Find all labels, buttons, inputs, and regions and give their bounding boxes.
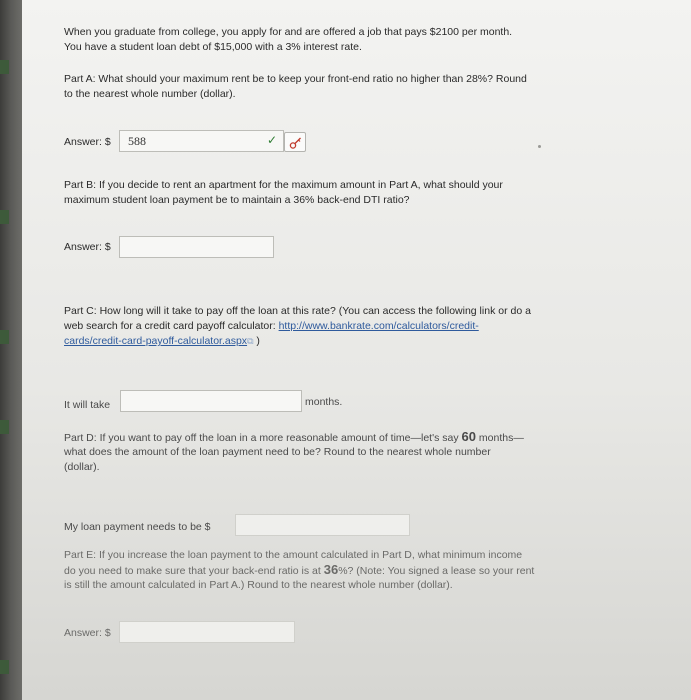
part-d-line-1-prefix: Part D: If you want to pay off the loan in a more reasonable amount of time—let's say: [64, 432, 462, 444]
external-link-icon: ⧉: [247, 336, 254, 346]
part-d-line-1-suffix: months—: [476, 432, 524, 444]
part-d-line-1: [64, 430, 524, 445]
part-e-line-2-suffix: %? (Note: You signed a lease so your rent: [338, 565, 535, 577]
part-d-line-2: what does the amount of the loan payment need to be? Round to the nearest whole number: [64, 446, 491, 458]
part-c-line-3-suffix: ): [253, 335, 260, 347]
part-c-prompt-after: months.: [305, 396, 343, 408]
key-icon: [289, 136, 303, 150]
edge-mark: [0, 330, 9, 344]
edge-mark: [0, 210, 9, 224]
part-c-line-2: [64, 319, 479, 333]
check-icon: ✓: [266, 133, 277, 147]
part-c-months-input[interactable]: [120, 390, 302, 412]
edge-mark: [0, 60, 9, 74]
part-a-line-1: Part A: What should your maximum rent be to keep your front-end ratio no higher than 28%? Round: [64, 73, 527, 85]
part-b-line-1: Part B: If you decide to rent an apartment for the maximum amount in Part A, what should your: [64, 179, 503, 191]
edge-mark: [0, 420, 9, 434]
part-e-ratio-value: 36: [323, 562, 339, 577]
part-e-answer-label: Answer: $: [64, 627, 111, 639]
part-e-line-3: is still the amount calculated in Part A.) Round to the nearest whole number (dollar).: [64, 579, 453, 591]
part-a-answer-value: 588: [128, 134, 146, 148]
part-e-line-1: Part E: If you increase the loan payment to the amount calculated in Part D, what minimum income: [64, 549, 523, 561]
calculator-link-continued[interactable]: cards/credit-card-payoff-calculator.aspx: [64, 335, 248, 347]
stray-dot: [538, 145, 541, 148]
photo-left-edge: [0, 0, 22, 700]
part-b-answer-label: Answer: $: [64, 241, 111, 253]
part-a-line-2: to the nearest whole number (dollar).: [64, 88, 236, 100]
part-c-line-3: [64, 334, 260, 348]
intro-line-1: When you graduate from college, you apply for and are offered a job that pays $2100 per month.: [64, 26, 513, 38]
question-page: [22, 0, 691, 700]
part-c-line-2-prefix: web search for a credit card payoff calculator:: [64, 320, 279, 332]
intro-line-2: You have a student loan debt of $15,000 with a 3% interest rate.: [64, 41, 362, 53]
part-b-answer-input[interactable]: [119, 236, 274, 258]
part-a-answer-input[interactable]: [119, 130, 284, 152]
part-e-line-2: [64, 563, 534, 578]
part-b-line-2: maximum student loan payment be to maintain a 36% back-end DTI ratio?: [64, 194, 410, 206]
part-a-answer-label: Answer: $: [64, 136, 111, 148]
part-c-prompt-before: It will take: [64, 399, 111, 411]
key-button[interactable]: [284, 132, 306, 152]
part-e-answer-input[interactable]: [119, 621, 295, 643]
edge-mark: [0, 660, 9, 674]
part-d-prompt: My loan payment needs to be $: [64, 521, 211, 533]
part-d-line-3: (dollar).: [64, 461, 100, 473]
part-c-line-1: Part C: How long will it take to pay off the loan at this rate? (You can access the following link or do a: [64, 305, 531, 317]
part-d-months-value: 60: [461, 429, 476, 444]
part-e-line-2-prefix: do you need to make sure that your back-end ratio is at: [64, 565, 324, 577]
part-d-payment-input[interactable]: [235, 514, 410, 536]
calculator-link[interactable]: http://www.bankrate.com/calculators/credit-: [278, 320, 479, 332]
